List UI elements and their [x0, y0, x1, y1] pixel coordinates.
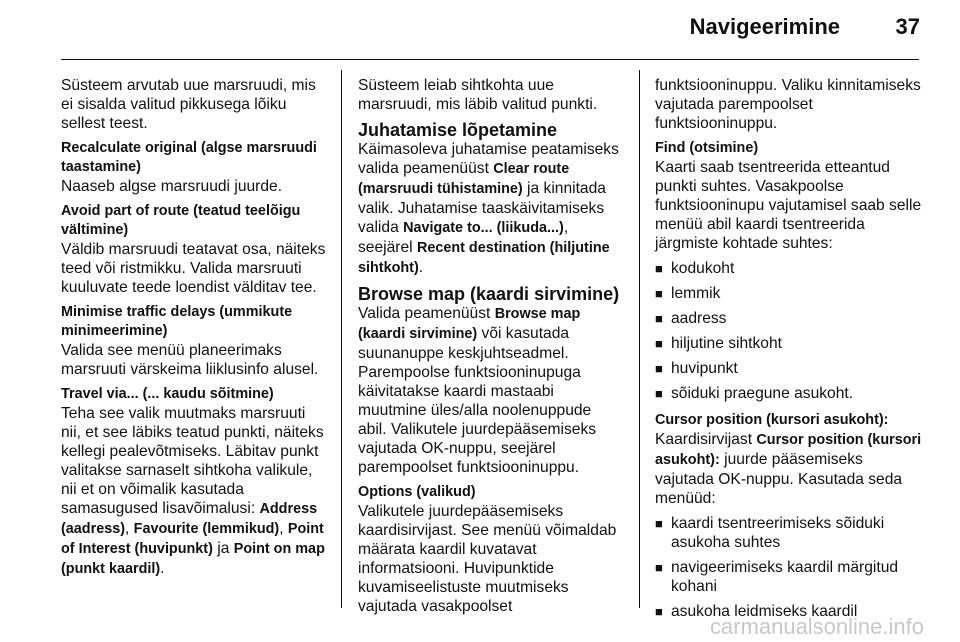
list-item: [655, 558, 923, 596]
option-address: Address (aadress): [61, 501, 318, 537]
bullet-icon: ■: [655, 286, 663, 301]
list-item-text: sõiduki praegune asukoht.: [671, 385, 854, 402]
subheading-find: Find (otsimine): [655, 140, 759, 156]
list-item-text: kaardi tsentreerimiseks sõiduki asukoha suhtes: [671, 515, 885, 551]
text: ,: [125, 520, 134, 537]
find-list: [655, 259, 923, 403]
heading-browse-map: Browse map (kaardi sirvimine): [358, 284, 620, 304]
paragraph-cursor-position: [655, 430, 923, 508]
column-3: [655, 76, 923, 629]
text: või kasutada suunanuppe keskjuhtseadmel. Parempoolse funktsiooninupuga käivitatakse kaardi mastaabi muutmine üles/alla noolenuppude abil. Valikutele juurdepääsemiseks vajutada OK-nuppu, seejärel parempoolset funktsiooninuppu.: [358, 325, 597, 476]
paragraph: Väldib marsruudi teatavat osa, näiteks teed või ristmikku. Valida marsruuti kuuluvate teede loendist välditav tee.: [61, 241, 326, 296]
list-item-text: lemmik: [671, 285, 721, 302]
option-clear-route: Clear route (marsruudi tühistamine): [358, 161, 570, 197]
paragraph: funktsiooninuppu. Valiku kinnitamiseks vajutada parempoolset funktsiooninuppu.: [655, 77, 921, 132]
option-recent-destination: Recent destination (hiljutine sihtkoht): [358, 240, 610, 276]
bullet-icon: ■: [655, 516, 663, 531]
option-favourite: Favourite (lemmikud): [133, 521, 280, 537]
option-cursor-position: Cursor position (kursori asukoht):: [655, 432, 922, 468]
text: .: [160, 560, 165, 577]
subheading-travel-via: Travel via... (... kaudu sõitmine): [61, 386, 274, 402]
list-item: [655, 259, 923, 278]
column-divider-1: [341, 70, 342, 608]
bullet-icon: ■: [655, 386, 663, 401]
paragraph: Süsteem leiab sihtkohta uue marsruudi, mis läbib valitud punkti.: [358, 77, 598, 113]
subheading-recalculate: Recalculate original (algse marsruudi taastamine): [61, 140, 317, 175]
list-item: [655, 359, 923, 378]
column-1: [61, 76, 327, 585]
paragraph: Valida see menüü planeerimaks marsruuti värskeima liiklusinfo alusel.: [61, 342, 319, 378]
list-item-text: navigeerimiseks kaardil märgitud kohani: [671, 559, 899, 595]
paragraph: Süsteem arvutab uue marsruudi, mis ei sisalda valitud pikkusega lõiku sellest teest.: [61, 77, 316, 132]
subheading-cursor-position: Cursor position (kursori asukoht):: [655, 412, 889, 428]
option-browse-map: Browse map (kaardi sirvimine): [358, 306, 581, 342]
paragraph-travel-via: [61, 404, 327, 579]
list-item: [655, 284, 923, 303]
column-2: [358, 76, 622, 622]
watermark: carmanualsonline.info: [709, 614, 924, 639]
text: Valida peamenüüst: [358, 305, 495, 322]
page-title: Navigeerimine: [689, 14, 840, 39]
column-divider-2: [639, 70, 640, 608]
list-item: [655, 309, 923, 328]
text: Kaardisirvijast: [655, 431, 757, 448]
bullet-icon: ■: [655, 336, 663, 351]
paragraph: Valikutele juurdepääsemiseks kaardisirvijast. See menüü võimaldab määrata kaardil kuvatavat informatsiooni. Huvipunktide kuvamiseelistuste muutmiseks vajutada vasakpoolset: [358, 503, 617, 615]
list-item-text: hiljutine sihtkoht: [671, 335, 782, 352]
text: ja kinnitada valik. Juhatamise taaskäivitamiseks valida: [358, 180, 606, 236]
bullet-icon: ■: [655, 361, 663, 376]
heading-end-guidance: Juhatamise lõpetamine: [358, 120, 558, 140]
list-item-text: huvipunkt: [671, 360, 738, 377]
list-item-text: aadress: [671, 310, 727, 327]
text: Käimasoleva juhatamise peatamiseks valida peamenüüst: [358, 141, 619, 177]
option-navigate-to: Navigate to... (liikuda...): [403, 220, 564, 236]
bullet-icon: ■: [655, 261, 663, 276]
cursor-list: [655, 514, 923, 621]
page-header: [0, 0, 960, 60]
text: ja: [212, 540, 234, 557]
paragraph: Naaseb algse marsruudi juurde.: [61, 178, 283, 195]
list-item-text: kodukoht: [671, 260, 735, 277]
list-item: [655, 384, 923, 403]
text: juurde pääsemiseks vajutada OK-nuppu. Kasutada seda menüüd:: [655, 451, 903, 507]
paragraph: Kaarti saab tsentreerida etteantud punkti suhtes. Vasakpoolse funktsiooninupu vajutamisel saab selle menüü abil kaardi tsentreerida järgmiste kohtade suhtes:: [655, 159, 922, 252]
text: , seejärel: [358, 219, 569, 256]
list-item: [655, 514, 923, 552]
subheading-options: Options (valikud): [358, 484, 476, 500]
bullet-icon: ■: [655, 311, 663, 326]
subheading-avoid: Avoid part of route (teatud teelõigu vältimine): [61, 203, 301, 238]
text: ,: [279, 520, 288, 537]
header-rule: [61, 59, 919, 60]
paragraph-browse-map: [358, 304, 622, 477]
text: .: [418, 259, 424, 276]
option-point-on-map: Point on map (punkt kaardil): [61, 541, 325, 577]
bullet-icon: ■: [655, 604, 663, 619]
paragraph-end-guidance: [358, 140, 622, 278]
page-number: 37: [895, 14, 920, 39]
bullet-icon: ■: [655, 560, 663, 575]
text: Teha see valik muutmaks marsruuti nii, et see läbiks teatud punkti, näiteks kellegi pealevõtmiseks. Läbitav punkt valitakse sarnaselt sihtkoha valikule, nii et on võimalik kasutada samasugused lisavõimalusi:: [61, 405, 324, 517]
list-item: [655, 334, 923, 353]
list-item-text: asukoha leidmiseks kaardil: [671, 603, 858, 620]
option-poi: Point of Interest (huvipunkt): [61, 521, 324, 557]
subheading-minimise: Minimise traffic delays (ummikute minimeerimine): [61, 304, 293, 339]
